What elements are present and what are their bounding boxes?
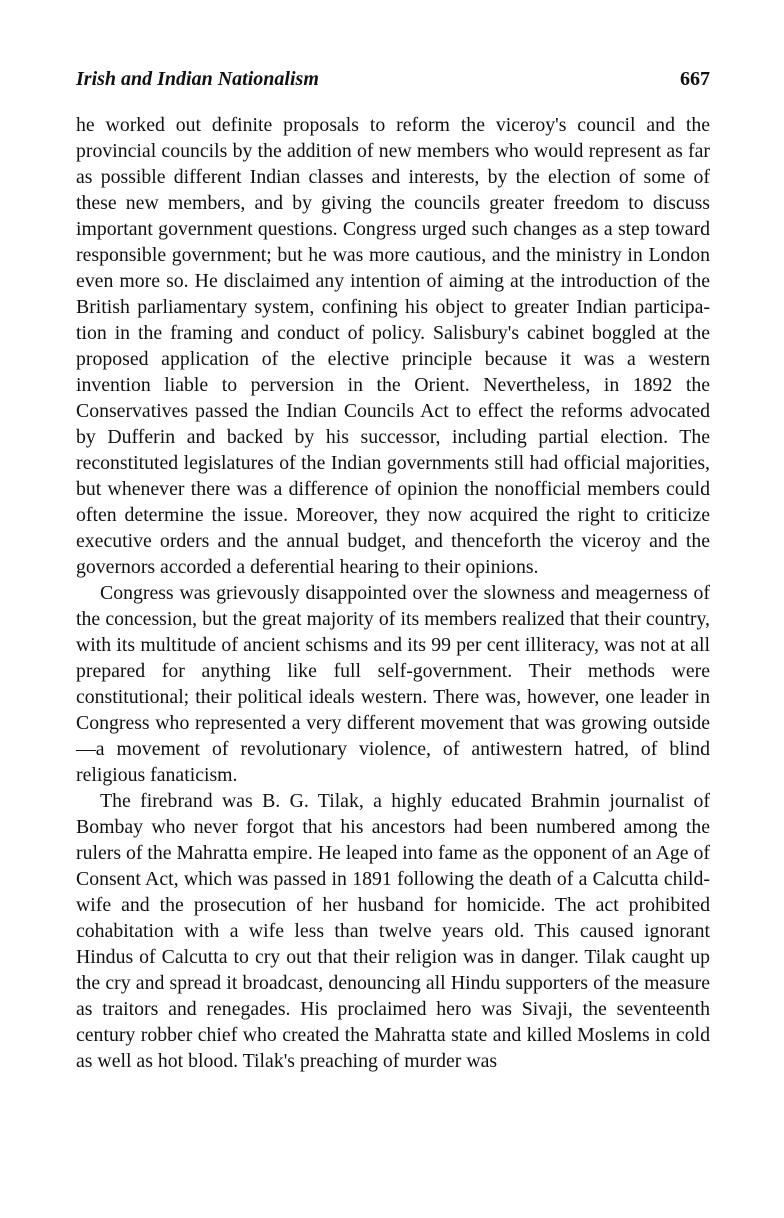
- running-header: [76, 68, 710, 98]
- body-text: [76, 112, 710, 1074]
- book-page: [76, 68, 710, 1074]
- paragraph-2: Congress was grievously disappointed over the slowness and meagerness of the concession, but the great majority of its members realized that their country, with its multitude of ancient schisms and its 99 per cent illiteracy, was not at all prepared for anything like full self-government. Their methods were constitutional; their political ideals western. There was, however, one leader in Congress who represented a very different movement that was growing outside—a movement of revolutionary violence, of antiwestern hatred, of blind religious fanaticism.: [76, 582, 710, 786]
- page-number: 667: [680, 68, 710, 90]
- paragraph-3: The firebrand was B. G. Tilak, a highly educated Brahmin journalist of Bombay who never forgot that his ancestors had been numbered among the rulers of the Mahratta empire. He leaped into fame as the opponent of an Age of Consent Act, which was passed in 1891 following the death of a Calcutta child-wife and the prosecution of her husband for homicide. The act prohibited cohabitation with a wife less than twelve years old. This caused ignorant Hindus of Calcutta to cry out that their religion was in danger. Tilak caught up the cry and spread it broadcast, denouncing all Hindu supporters of the measure as traitors and renegades. His proclaimed hero was Sivaji, the seventeenth century robber chief who created the Mahratta state and killed Moslems in cold as well as hot blood. Tilak's preaching of murder was: [76, 790, 710, 1072]
- paragraph-1: he worked out definite proposals to reform the viceroy's council and the provincial councils by the addition of new members who would represent as far as possible different Indian classes and interests, by the election of some of these new members, and by giving the councils greater freedom to discuss important government questions. Congress urged such changes as a step toward responsible government; but he was more cautious, and the ministry in London even more so. He disclaimed any intention of aiming at the introduction of the British parliamentary system, confining his object to greater Indian participation in the framing and conduct of policy. Salisbury's cabinet boggled at the proposed application of the elective principle because it was a western invention liable to perversion in the Orient. Nevertheless, in 1892 the Conservatives passed the Indian Councils Act to effect the reforms advocated by Dufferin and backed by his successor, including partial election. The reconstituted legislatures of the Indian governments still had official majorities, but whenever there was a difference of opinion the nonofficial members could often determine the issue. Moreover, they now acquired the right to criticize executive orders and the annual budget, and thenceforth the viceroy and the governors accorded a deferential hearing to their opinions.: [76, 114, 710, 578]
- running-title: Irish and Indian Nationalism: [76, 68, 319, 90]
